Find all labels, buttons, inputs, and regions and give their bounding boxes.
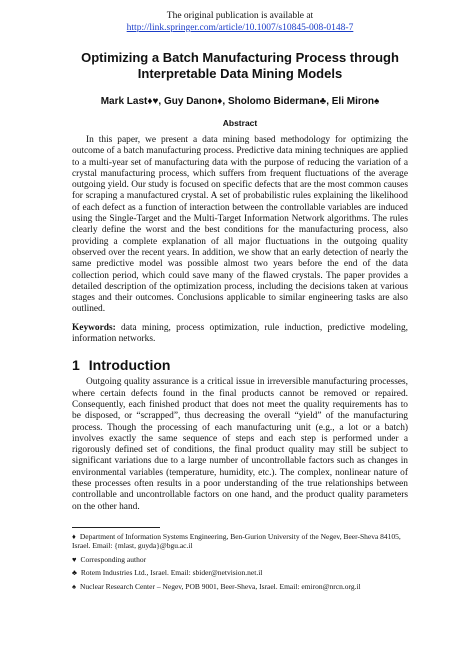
footnotes <box>72 532 408 591</box>
section-heading-introduction <box>72 357 408 373</box>
publication-note <box>72 10 408 34</box>
footnote-text: Rotem Industries Ltd., Israel. Email: sbider@netvision.net.il <box>80 568 263 578</box>
publication-link[interactable]: http://link.springer.com/article/10.1007/s10845-008-0148-7 <box>126 23 354 33</box>
introduction-text: Outgoing quality assurance is a critical issue in irreversible manufacturing processes, where certain defects found in the final products cannot be removed or repaired. Consequently, each finished product that does not meet the quality requirements has to be disposed, or “scrapped”, thus decreasing the overall “yield” of the manufacturing process. Though the processing of each manufacturing unit (e.g., a lot or a batch) involves exactly the same sequence of steps and each step is performed under a rigorously defined set of conditions, the final product quality may still be subject to significant variations due to a large number of uncontrollable factors such as changes in environmental variables (temperature, humidity, etc.). The complex, nonlinear nature of these processes often results in a poor understanding of the true relationships between controllable and uncontrollable factors on one hand, and the product quality parameters on the other hand. <box>72 377 408 512</box>
footnote-corresponding-author <box>72 555 408 564</box>
footnote-divider <box>72 527 160 528</box>
section-number: 1 <box>72 357 80 374</box>
footnote-mark: ♦ <box>72 531 76 541</box>
footnote-mark: ♣ <box>72 568 77 578</box>
section-title: Introduction <box>88 357 171 374</box>
footnote-text: Nuclear Research Center – Negev, POB 9001, Beer-Sheva, Israel. Email: emiron@nrcn.org.il <box>79 581 361 591</box>
footnote-mark: ♥ <box>72 554 77 564</box>
publication-note-text: The original publication is available at <box>166 11 314 21</box>
keywords <box>72 323 408 346</box>
abstract-heading: Abstract <box>222 118 258 128</box>
abstract-text: In this paper, we present a data mining based methodology for optimizing the outcome of a batch manufacturing process. Predictive data mining techniques are applied to a multi-year set of manufacturing data with the purpose of reducing the variation of a crystal manufacturing process, which suffers from frequent fluctuations of the average outgoing yield. Our study is focused on specific defects that are the most common causes for scraping a manufactured crystal. A set of probabilistic rules explaining the likelihood of each defect as a function of interaction between the controllable variables are induced using the Single-Target and the Multi-Target Information Network algorithms. The rules clearly define the worst and the best conditions for the manufacturing process, also providing a complete explanation of all major fluctuations in the outgoing quality observed over the recent years. In addition, we show that an early detection of nearly the same predictive model was possible almost two years before the end of the data collection period, which could save many of the flawed crystals. The paper provides a detailed description of the optimization process, including the decisions taken at various stages and their outcomes. Conclusions applicable to similar engineering tasks are also outlined. <box>72 135 408 315</box>
footnote-text: Corresponding author <box>80 554 147 564</box>
footnote-affiliation-bgu <box>72 532 408 551</box>
keywords-text: data mining, process optimization, rule induction, predictive modeling, information networks. <box>72 322 408 345</box>
keywords-label: Keywords: <box>72 322 116 333</box>
author-list: Mark Last♦♥, Guy Danon♦, Sholomo Biderman♣, Eli Miron♠ <box>100 96 380 107</box>
paper-title: Optimizing a Batch Manufacturing Process through Interpretable Data Mining Models <box>81 50 399 81</box>
footnote-mark: ♠ <box>72 581 76 591</box>
footnote-text: Department of Information Systems Engineering, Ben-Gurion University of the Negev, Beer-Sheva 84105, Israel. Email: {mlast, guyda}@bgu.ac.il <box>72 531 401 551</box>
footnote-affiliation-rotem <box>72 568 408 577</box>
footnote-affiliation-nrcn <box>72 582 408 591</box>
